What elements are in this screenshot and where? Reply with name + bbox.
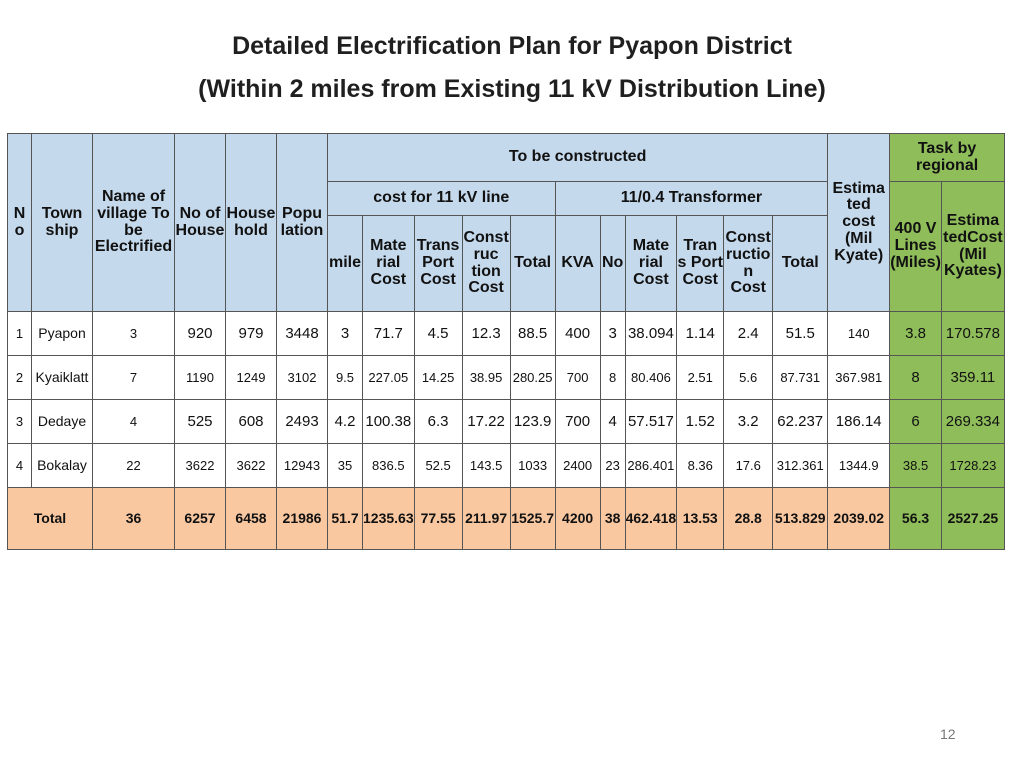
row-township: Dedaye xyxy=(32,400,93,444)
row-tno: 8 xyxy=(600,356,625,400)
row-transport: 14.25 xyxy=(414,356,462,400)
totals-lines: 56.3 xyxy=(890,488,942,550)
totals-village: 36 xyxy=(93,488,175,550)
page-number: 12 xyxy=(940,726,956,742)
row-household: 608 xyxy=(226,400,277,444)
totals-t-material: 462.418 xyxy=(625,488,677,550)
totals-population: 21986 xyxy=(277,488,328,550)
row-mile: 4.2 xyxy=(328,400,363,444)
row-t-construction: 3.2 xyxy=(724,400,773,444)
row-mile: 9.5 xyxy=(328,356,363,400)
row-lines: 38.5 xyxy=(890,444,942,488)
row-total: 123.9 xyxy=(510,400,555,444)
header-est-cost-mil: Estima tedCost (Mil Kyates) xyxy=(941,182,1004,312)
row-no: 1 xyxy=(8,312,32,356)
row-t-transport: 8.36 xyxy=(677,444,724,488)
row-est-cost: 359.11 xyxy=(941,356,1004,400)
row-tno: 3 xyxy=(600,312,625,356)
row-t-construction: 2.4 xyxy=(724,312,773,356)
row-est-cost: 269.334 xyxy=(941,400,1004,444)
header-line-total: Total xyxy=(510,216,555,312)
row-population: 2493 xyxy=(277,400,328,444)
row-no: 2 xyxy=(8,356,32,400)
row-village: 22 xyxy=(93,444,175,488)
totals-est-cost: 2527.25 xyxy=(941,488,1004,550)
row-population: 3448 xyxy=(277,312,328,356)
table-row xyxy=(8,312,1005,356)
row-population: 3102 xyxy=(277,356,328,400)
header-mile: mile xyxy=(328,216,363,312)
row-lines: 8 xyxy=(890,356,942,400)
row-tno: 4 xyxy=(600,400,625,444)
header-village: Name of village To be Electrified xyxy=(93,134,175,312)
totals-construction: 211.97 xyxy=(462,488,510,550)
totals-kva: 4200 xyxy=(555,488,600,550)
row-no: 3 xyxy=(8,400,32,444)
row-t-total: 62.237 xyxy=(773,400,828,444)
row-lines: 3.8 xyxy=(890,312,942,356)
row-t-total: 87.731 xyxy=(773,356,828,400)
header-400v-lines: 400 V Lines (Miles) xyxy=(890,182,942,312)
totals-total: 1525.7 xyxy=(510,488,555,550)
row-houses: 3622 xyxy=(175,444,226,488)
electrification-plan-table xyxy=(7,133,1005,550)
header-no-of-house: No of House xyxy=(175,134,226,312)
row-total: 88.5 xyxy=(510,312,555,356)
header-to-be-constructed: To be constructed xyxy=(328,134,828,182)
header-no: N o xyxy=(8,134,32,312)
header-t-construction-cost: Const ructio n Cost xyxy=(724,216,773,312)
header-t-total: Total xyxy=(773,216,828,312)
row-population: 12943 xyxy=(277,444,328,488)
row-material: 71.7 xyxy=(363,312,415,356)
row-est-cost: 170.578 xyxy=(941,312,1004,356)
row-tno: 23 xyxy=(600,444,625,488)
totals-t-transport: 13.53 xyxy=(677,488,724,550)
row-transport: 52.5 xyxy=(414,444,462,488)
row-estimated: 1344.9 xyxy=(828,444,890,488)
row-transport: 4.5 xyxy=(414,312,462,356)
row-construction: 143.5 xyxy=(462,444,510,488)
row-total: 280.25 xyxy=(510,356,555,400)
row-t-total: 51.5 xyxy=(773,312,828,356)
row-houses: 1190 xyxy=(175,356,226,400)
row-est-cost: 1728.23 xyxy=(941,444,1004,488)
totals-row xyxy=(8,488,1005,550)
row-kva: 2400 xyxy=(555,444,600,488)
header-t-transport-cost: Tran s Port Cost xyxy=(677,216,724,312)
row-village: 7 xyxy=(93,356,175,400)
header-t-material-cost: Mate rial Cost xyxy=(625,216,677,312)
header-task-by-regional: Task by regional xyxy=(890,134,1005,182)
row-t-material: 80.406 xyxy=(625,356,677,400)
totals-label: Total xyxy=(8,488,93,550)
header-township: Town ship xyxy=(32,134,93,312)
row-household: 3622 xyxy=(226,444,277,488)
row-village: 4 xyxy=(93,400,175,444)
header-transformer: 11/0.4 Transformer xyxy=(555,182,828,216)
totals-t-total: 513.829 xyxy=(773,488,828,550)
row-township: Kyaiklatt xyxy=(32,356,93,400)
row-estimated: 140 xyxy=(828,312,890,356)
row-material: 227.05 xyxy=(363,356,415,400)
row-t-material: 38.094 xyxy=(625,312,677,356)
row-houses: 920 xyxy=(175,312,226,356)
row-t-transport: 2.51 xyxy=(677,356,724,400)
row-material: 100.38 xyxy=(363,400,415,444)
table-row xyxy=(8,444,1005,488)
row-estimated: 186.14 xyxy=(828,400,890,444)
table-row xyxy=(8,400,1005,444)
row-total: 1033 xyxy=(510,444,555,488)
header-material-cost: Mate rial Cost xyxy=(363,216,415,312)
row-material: 836.5 xyxy=(363,444,415,488)
header-population: Popu lation xyxy=(277,134,328,312)
row-township: Bokalay xyxy=(32,444,93,488)
row-t-total: 312.361 xyxy=(773,444,828,488)
row-t-material: 57.517 xyxy=(625,400,677,444)
row-village: 3 xyxy=(93,312,175,356)
row-construction: 12.3 xyxy=(462,312,510,356)
row-t-transport: 1.52 xyxy=(677,400,724,444)
row-household: 979 xyxy=(226,312,277,356)
header-cost-11kv-line: cost for 11 kV line xyxy=(328,182,556,216)
row-estimated: 367.981 xyxy=(828,356,890,400)
title-line-1: Detailed Electrification Plan for Pyapon District xyxy=(232,32,792,60)
totals-tno: 38 xyxy=(600,488,625,550)
row-t-construction: 17.6 xyxy=(724,444,773,488)
table-row xyxy=(8,356,1005,400)
row-construction: 38.95 xyxy=(462,356,510,400)
header-household: House hold xyxy=(226,134,277,312)
row-mile: 35 xyxy=(328,444,363,488)
row-mile: 3 xyxy=(328,312,363,356)
row-t-construction: 5.6 xyxy=(724,356,773,400)
header-construction-cost: Const ruc tion Cost xyxy=(462,216,510,312)
totals-estimated: 2039.02 xyxy=(828,488,890,550)
row-transport: 6.3 xyxy=(414,400,462,444)
row-kva: 400 xyxy=(555,312,600,356)
row-kva: 700 xyxy=(555,356,600,400)
row-houses: 525 xyxy=(175,400,226,444)
totals-mile: 51.7 xyxy=(328,488,363,550)
row-kva: 700 xyxy=(555,400,600,444)
totals-transport: 77.55 xyxy=(414,488,462,550)
totals-houses: 6257 xyxy=(175,488,226,550)
row-household: 1249 xyxy=(226,356,277,400)
header-kva: KVA xyxy=(555,216,600,312)
header-estimated-cost: Estima ted cost (Mil Kyate) xyxy=(828,134,890,312)
row-t-transport: 1.14 xyxy=(677,312,724,356)
title-line-2: (Within 2 miles from Existing 11 kV Distribution Line) xyxy=(198,75,826,103)
totals-household: 6458 xyxy=(226,488,277,550)
row-no: 4 xyxy=(8,444,32,488)
row-construction: 17.22 xyxy=(462,400,510,444)
header-transformer-no: No xyxy=(600,216,625,312)
row-lines: 6 xyxy=(890,400,942,444)
row-t-material: 286.401 xyxy=(625,444,677,488)
totals-t-construction: 28.8 xyxy=(724,488,773,550)
totals-material: 1235.63 xyxy=(363,488,415,550)
row-township: Pyapon xyxy=(32,312,93,356)
header-transport-cost: Trans Port Cost xyxy=(414,216,462,312)
